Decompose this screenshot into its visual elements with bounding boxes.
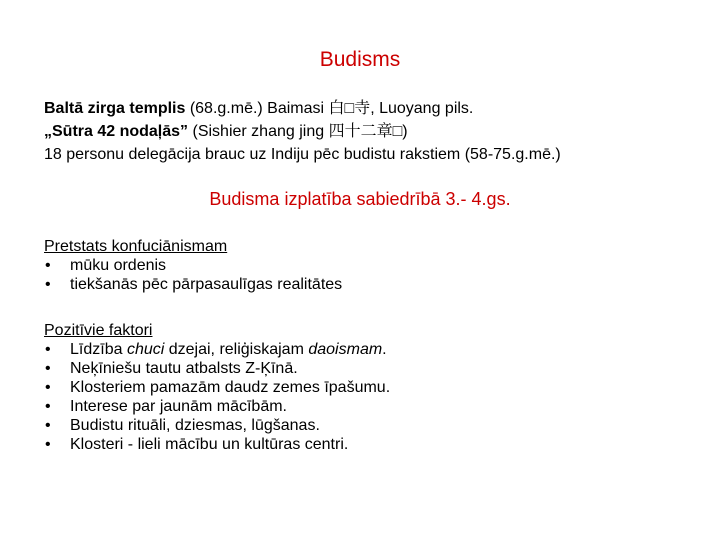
intro-line-2 bbox=[44, 120, 704, 143]
italic-term-daoism: daoismam bbox=[308, 341, 383, 358]
section-positive-factors bbox=[44, 321, 704, 454]
list-item bbox=[44, 378, 704, 397]
slide-title: Budisms bbox=[319, 48, 401, 71]
list-item bbox=[44, 256, 704, 275]
text-part: Līdzība bbox=[70, 341, 127, 358]
list-item bbox=[44, 416, 704, 435]
bullet-icon: • bbox=[45, 379, 51, 396]
text-part: dzejai, reliģiskajam bbox=[164, 341, 309, 358]
bullet-icon: • bbox=[45, 436, 51, 453]
list-item-text: mūku ordenis bbox=[70, 257, 167, 274]
section-subtitle: Budisma izplatība sabiedrībā 3.- 4.gs. bbox=[209, 189, 511, 209]
list-item bbox=[44, 435, 704, 454]
bullet-icon: • bbox=[45, 417, 51, 434]
opposition-list bbox=[44, 256, 704, 294]
section-heading-opposition: Pretstats konfuciānismam bbox=[44, 238, 228, 255]
bullet-icon: • bbox=[45, 360, 51, 377]
section-heading-positive: Pozitīvie faktori bbox=[44, 322, 153, 339]
list-item-text: tiekšanās pēc pārpasaulīgas realitātes bbox=[70, 276, 343, 293]
intro-line-3: 18 personu delegācija brauc uz Indiju pēc budistu rakstiem (58-75.g.mē.) bbox=[44, 146, 561, 163]
intro-block bbox=[44, 97, 704, 166]
bullet-icon: • bbox=[45, 398, 51, 415]
intro-line-1 bbox=[44, 97, 704, 120]
positive-factors-list bbox=[44, 340, 704, 454]
bullet-icon: • bbox=[45, 257, 51, 274]
temple-name: Baltā zirga templis bbox=[44, 100, 186, 117]
list-item bbox=[44, 397, 704, 416]
text-part: . bbox=[382, 341, 387, 358]
list-item-text: Klosteriem pamazām daudz zemes īpašumu. bbox=[70, 379, 391, 396]
list-item-text: Neķīniešu tautu atbalsts Z-Ķīnā. bbox=[70, 360, 298, 377]
list-item-text: Budistu rituāli, dziesmas, lūgšanas. bbox=[70, 417, 320, 434]
list-item-text: Interese par jaunām mācībām. bbox=[70, 398, 287, 415]
sutra-details: (Sishier zhang jing 四十二章□) bbox=[188, 123, 408, 140]
bullet-icon: • bbox=[45, 341, 51, 358]
list-item bbox=[44, 275, 704, 294]
list-item-text: Klosteri - lieli mācību un kultūras centri. bbox=[70, 436, 349, 453]
list-item bbox=[44, 340, 704, 359]
temple-details: (68.g.mē.) Baimasi 白□寺, Luoyang pils. bbox=[185, 100, 474, 117]
italic-term-chuci: chuci bbox=[126, 341, 165, 358]
list-item-text bbox=[70, 341, 387, 358]
bullet-icon: • bbox=[45, 276, 51, 293]
list-item bbox=[44, 359, 704, 378]
section-opposition bbox=[44, 237, 704, 294]
sutra-name: „Sūtra 42 nodaļās” bbox=[44, 123, 189, 140]
